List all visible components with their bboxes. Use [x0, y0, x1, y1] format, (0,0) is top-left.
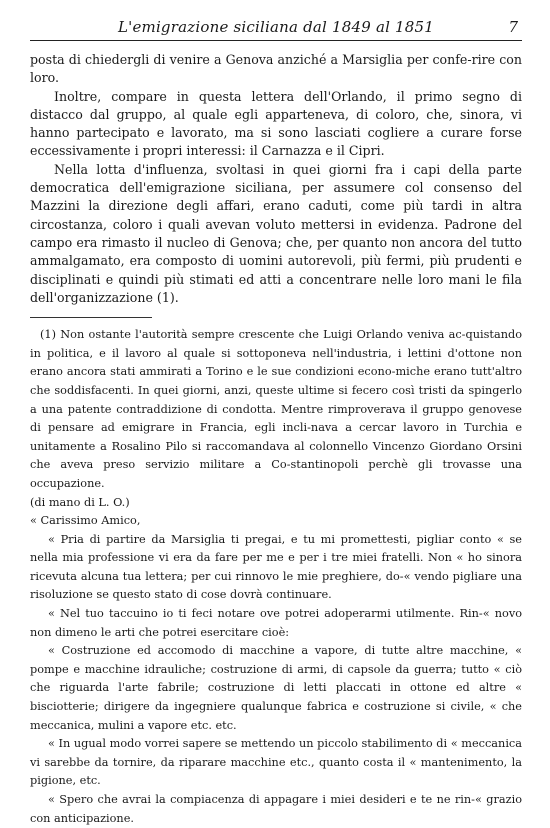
letter-paragraph: « In ugual modo vorrei sapere se mettendo un piccolo stabilimento di « meccanica vi sarebbe da tornire, da riparare macchine etc., quanto costa il « mantenimento, la pigione, etc. [30, 737, 522, 788]
letter-attribution: (di mano di L. O.) [30, 495, 130, 509]
footnote-text: (1) Non ostante l'autorità sempre crescente che Luigi Orlando veniva ac-quistando in politica, e il lavoro al quale si sottoponeva nell'industria, i lettini d'ottone non erano ancora stati ammirati a Torino e le sue condizioni econo-miche erano tutt'altro che soddisfacenti. In quei giorni, anzi, queste ultime si fecero così tristi da spingerlo a una patente contraddizione di condotta. Mentre rimproverava il gruppo genovese di pensare ad emigrare in Francia, egli incli-nava a cercar lavoro in Turchia e unitamente a Rosalino Pilo si raccomandava al colonnello Vincenzo Giordano Orsini che aveva preso servizio militare a Co-stantinopoli perchè gli trovasse una occupazione. [30, 328, 522, 490]
letter-paragraph: « Spero che avrai la compiacenza di appagare i miei desideri e te ne rin-« grazio con anticipazione. [30, 793, 522, 825]
page-header [30, 0, 522, 41]
footnote [30, 326, 522, 828]
letter-paragraph: « Costruzione ed accomodo di macchine a vapore, di tutte altre macchine, « pompe e macchine idrauliche; costruzione di armi, di capsole da guerra; tutto « ciò che riguarda l'arte fabrile; costruzione di letti placcati in ottone ed altre « bisciotterie; dirigere da ingegniere qualunque fabrica e costruzione si civile, « che meccanica, mulini a vapore etc. etc. [30, 644, 522, 732]
letter-salutation: « Carissimo Amico, [30, 514, 141, 528]
paragraph-continuation: posta di chiedergli di venire a Genova anziché a Marsiglia per confe-rire con loro. [30, 52, 522, 86]
letter-paragraph: « Nel tuo taccuino io ti feci notare ove potrei adoperarmi utilmente. Rin-« novo non dimeno le arti che potrei esercitare cioè: [30, 607, 522, 639]
running-title: L'emigrazione siciliana dal 1849 al 1851 [117, 18, 435, 36]
letter-paragraph: « Pria di partire da Marsiglia ti pregai, e tu mi promettesti, pigliar conto « se nella mia professione vi era da fare per me e per i tre miei fratelli. Non « ho sinora ricevuta alcuna tua lettera; per cui rinnovo le mie preghiere, do-« vendo pigliare una risoluzione se questo stato di cose dovrà continuare. [30, 532, 522, 602]
page-number: 7 [508, 18, 518, 36]
paragraph: Nella lotta d'influenza, svoltasi in quei giorni fra i capi della parte democratica dell'emigrazione siciliana, per assumere col consenso del Mazzini la direzione degli affari, erano caduti, come più tardi in altra circostanza, coloro i quali avevan voluto mettersi in evidenza. Padrone del campo era rimasto il nucleo di Genova; che, per quanto non ancora del tutto ammalgamato, era composto di uomini autorevoli, più fermi, più prudenti e disciplinati e quindi più stimati ed atti a concentrare nelle loro mani le fila dell'organizzazione (1). [30, 161, 522, 305]
main-text [30, 51, 522, 307]
footnote-separator [30, 317, 152, 318]
paragraph: Inoltre, compare in questa lettera dell'Orlando, il primo segno di distacco dal gruppo, al quale egli apparteneva, di coloro, che, sinora, vi hanno partecipato e lavorato, ma si sono lasciati cogliere a curare forse eccessivamente i propri interessi: il Carnazza e il Cipri. [30, 88, 522, 159]
